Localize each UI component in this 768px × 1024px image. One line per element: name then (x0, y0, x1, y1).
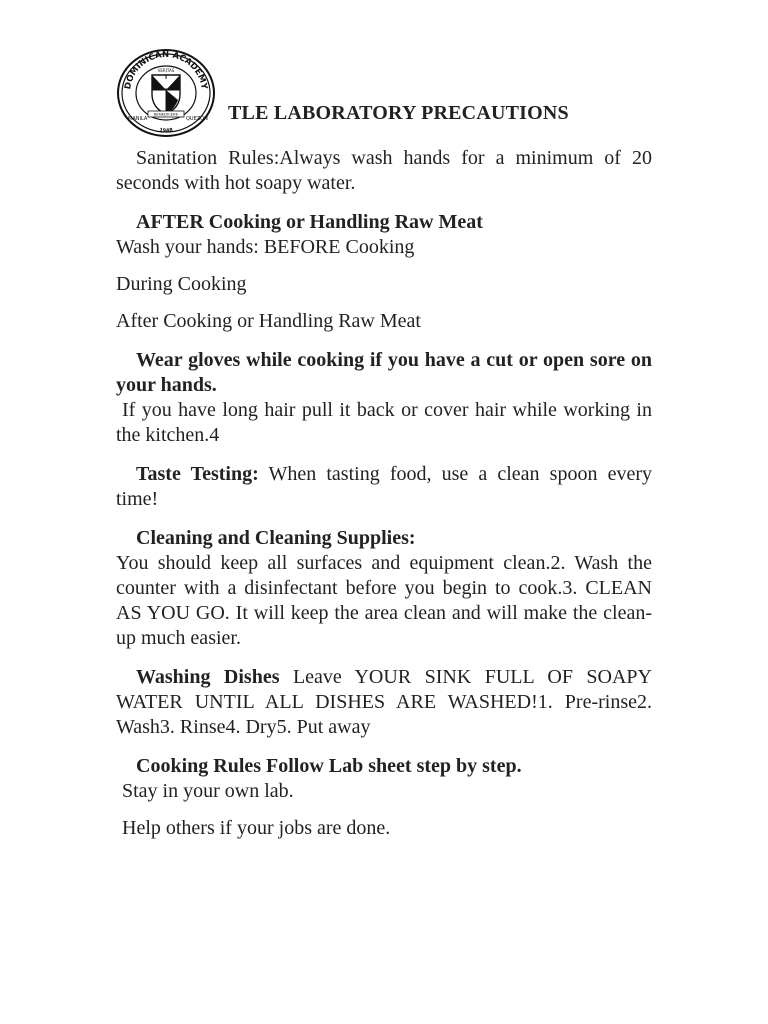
help-others-line: Help others if your jobs are done. (122, 817, 391, 839)
washing-dishes-label: Washing Dishes (136, 666, 280, 688)
svg-text:1948: 1948 (158, 127, 174, 135)
svg-text:MANILA: MANILA (128, 116, 148, 122)
after-cooking-heading: AFTER Cooking or Handling Raw Meat (136, 211, 483, 233)
stay-in-lab-line: Stay in your own lab. (122, 780, 294, 802)
taste-testing-label: Taste Testing: (136, 463, 259, 485)
page-title: TLE LABORATORY PRECAUTIONS (228, 102, 569, 124)
cleaning-paragraph: You should keep all surfaces and equipment clean.2. Wash the counter with a disinfectant before you begin to cook.3. CLEAN AS YOU GO. It will keep the area clean and will make the clean-up much easier. (116, 552, 652, 649)
washing-dishes-paragraph (116, 665, 652, 740)
taste-testing-text: When tasting food, use a clean spoon every time! (116, 463, 652, 510)
document-header (116, 48, 652, 148)
cooking-rules-heading: Cooking Rules Follow Lab sheet step by step. (136, 755, 522, 777)
svg-text:QUEZON: QUEZON (186, 116, 208, 122)
sanitation-paragraph: Sanitation Rules:Always wash hands for a minimum of 20 seconds with hot soapy water. (116, 147, 652, 194)
document-page (116, 48, 652, 841)
svg-text:BENEDICERE: BENEDICERE (153, 111, 179, 117)
gloves-rule: Wear gloves while cooking if you have a cut or open sore on your hands. (116, 349, 652, 396)
washing-dishes-text: Leave YOUR SINK FULL OF SOAPY WATER UNTIL ALL DISHES ARE WASHED!1. Pre-rinse2. Wash3. Rinse4. Dry5. Put away (116, 666, 652, 738)
during-cooking-line: During Cooking (116, 273, 247, 295)
svg-text:DOMINICAN ACADEMY: DOMINICAN ACADEMY (123, 49, 209, 91)
after-cooking-line: After Cooking or Handling Raw Meat (116, 310, 421, 332)
wash-before-line: Wash your hands: BEFORE Cooking (116, 236, 415, 258)
hair-rule: If you have long hair pull it back or cover hair while working in the kitchen.4 (116, 399, 652, 446)
taste-testing-paragraph (116, 462, 652, 512)
school-seal-logo (116, 48, 216, 138)
svg-text:VERITAS: VERITAS (157, 68, 175, 73)
cleaning-heading: Cleaning and Cleaning Supplies: (136, 527, 416, 549)
